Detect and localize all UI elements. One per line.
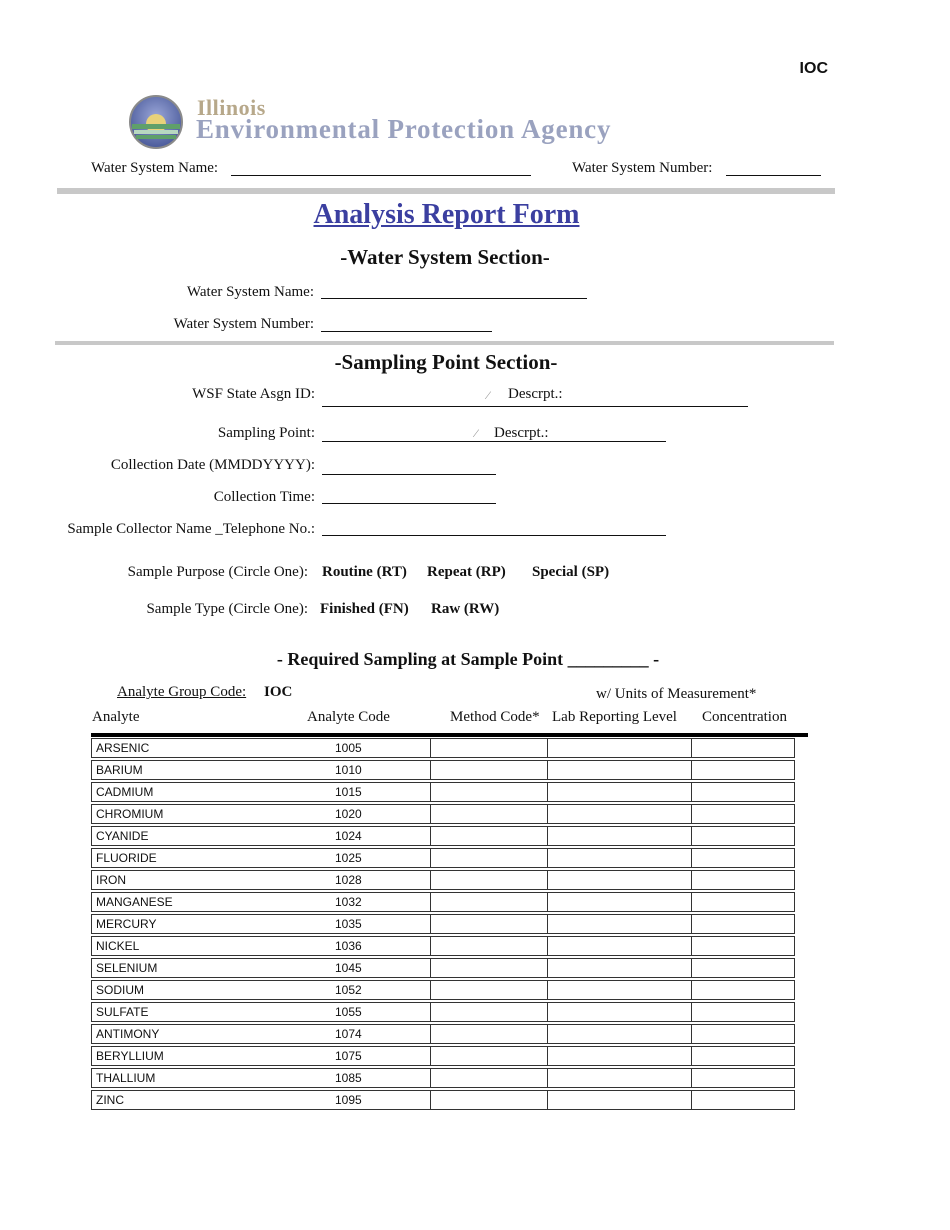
analyte-code: 1074 [335,1027,362,1041]
table-row [91,1024,795,1044]
table-header-rule [91,733,808,737]
table-row [91,848,795,868]
water-system-section-heading: -Water System Section- [340,245,550,269]
analyte-name: FLUORIDE [96,851,157,865]
sample-type-label: Sample Type (Circle One): [146,601,308,617]
method-code-cell[interactable] [431,915,546,933]
lab-reporting-level-cell[interactable] [548,937,690,955]
collector-field[interactable] [322,535,666,536]
analyte-code: 1052 [335,983,362,997]
method-code-cell[interactable] [431,783,546,801]
analyte-code: 1025 [335,851,362,865]
table-row [91,980,795,1000]
lab-reporting-level-cell[interactable] [548,893,690,911]
water-system-number-label: Water System Number: [173,316,314,332]
table-row [91,914,795,934]
analyte-name: CHROMIUM [96,807,164,821]
analyte-code: 1015 [335,785,362,799]
top-water-system-name-label: Water System Name: [91,160,219,176]
method-code-cell[interactable] [431,849,546,867]
lab-reporting-level-cell[interactable] [548,739,690,757]
lab-reporting-level-cell[interactable] [548,827,690,845]
table-row [91,892,795,912]
type-finished-option[interactable]: Finished (FN) [320,601,409,617]
analyte-name: ARSENIC [96,741,150,755]
method-code-cell[interactable] [431,871,546,889]
analyte-name: BERYLLIUM [96,1049,164,1063]
wsf-state-id-field[interactable] [322,406,748,407]
lab-reporting-level-cell[interactable] [548,783,690,801]
table-row [91,958,795,978]
lab-reporting-level-cell[interactable] [548,1069,690,1087]
header-analyte-code: Analyte Code [307,709,390,725]
wsf-state-id-label: WSF State Asgn ID: [192,386,315,402]
concentration-cell[interactable] [692,915,793,933]
purpose-routine-option[interactable]: Routine (RT) [322,564,407,580]
concentration-cell[interactable] [692,937,793,955]
lab-reporting-level-cell[interactable] [548,849,690,867]
analyte-group-code-value: IOC [264,684,293,700]
top-water-system-number-field[interactable] [726,175,821,176]
section-divider [55,341,834,345]
concentration-cell[interactable] [692,783,793,801]
analyte-name: SELENIUM [96,961,158,975]
water-system-number-field[interactable] [321,331,492,332]
method-code-cell[interactable] [431,827,546,845]
method-code-cell[interactable] [431,1069,546,1087]
analyte-code: 1024 [335,829,362,843]
analyte-name: BARIUM [96,763,143,777]
method-code-cell[interactable] [431,981,546,999]
concentration-cell[interactable] [692,959,793,977]
analyte-code: 1085 [335,1071,362,1085]
analyte-code: 1010 [335,763,362,777]
concentration-cell[interactable] [692,761,793,779]
concentration-cell[interactable] [692,1025,793,1043]
method-code-cell[interactable] [431,761,546,779]
logo-line1: Illinois [197,95,266,120]
analyte-name: SULFATE [96,1005,149,1019]
table-row [91,738,795,758]
concentration-cell[interactable] [692,739,793,757]
analyte-code: 1028 [335,873,362,887]
table-row [91,1068,795,1088]
table-row [91,936,795,956]
concentration-cell[interactable] [692,1091,793,1109]
concentration-cell[interactable] [692,981,793,999]
method-code-cell[interactable] [431,1091,546,1109]
method-code-cell[interactable] [431,893,546,911]
required-sampling-heading: - Required Sampling at Sample Point _________ - [276,649,660,669]
lab-reporting-level-cell[interactable] [548,1025,690,1043]
method-code-cell[interactable] [431,1025,546,1043]
concentration-cell[interactable] [692,1069,793,1087]
collector-label: Sample Collector Name _Telephone No.: [67,521,315,537]
lab-reporting-level-cell[interactable] [548,981,690,999]
header-analyte: Analyte [92,709,140,725]
lab-reporting-level-cell[interactable] [548,761,690,779]
sampling-point-section-heading: -Sampling Point Section- [334,350,558,374]
concentration-cell[interactable] [692,1047,793,1065]
purpose-special-option[interactable]: Special (SP) [532,564,610,580]
analyte-group-code-label: Analyte Group Code: [117,684,247,700]
epa-logo-icon [128,94,184,150]
collection-date-field[interactable] [322,474,496,475]
wsf-description-label: Descrpt.: [508,386,563,402]
table-row [91,1090,795,1110]
concentration-cell[interactable] [692,805,793,823]
collection-time-field[interactable] [322,503,496,504]
analyte-code: 1035 [335,917,362,931]
analyte-code: 1036 [335,939,362,953]
table-row [91,760,795,780]
lab-reporting-level-cell[interactable] [548,871,690,889]
analyte-code: 1020 [335,807,362,821]
table-row [91,826,795,846]
form-code: IOC [799,60,828,77]
lab-reporting-level-cell[interactable] [548,915,690,933]
method-code-cell[interactable] [431,739,546,757]
analyte-name: CYANIDE [96,829,149,843]
method-code-cell[interactable] [431,805,546,823]
top-water-system-name-field[interactable] [231,175,531,176]
header-method-code: Method Code* [450,709,540,725]
header-concentration: Concentration [702,709,787,725]
analyte-code: 1075 [335,1049,362,1063]
slash-mark-icon: ⁄ [487,388,490,402]
table-row [91,804,795,824]
lab-reporting-level-cell[interactable] [548,1091,690,1109]
header-divider [57,188,835,194]
water-system-name-field[interactable] [321,298,587,299]
page-title: Analysis Report Form [313,199,580,230]
analyte-name: MANGANESE [96,895,173,909]
logo-line2: Environmental Protection Agency [196,114,612,144]
sampling-point-description-label: Descrpt.: [494,425,549,441]
analyte-code: 1005 [335,741,362,755]
lab-reporting-level-cell[interactable] [548,805,690,823]
analyte-code: 1032 [335,895,362,909]
lab-reporting-level-cell[interactable] [548,1003,690,1021]
collection-time-label: Collection Time: [213,489,315,505]
analyte-name: IRON [96,873,126,887]
concentration-cell[interactable] [692,827,793,845]
analyte-table [91,738,795,1112]
method-code-cell[interactable] [431,959,546,977]
header-lab-reporting-level: Lab Reporting Level [552,709,677,725]
method-code-cell[interactable] [431,1003,546,1021]
table-row [91,870,795,890]
top-water-system-number-label: Water System Number: [572,160,713,176]
concentration-cell[interactable] [692,849,793,867]
analyte-name: ANTIMONY [96,1027,160,1041]
water-system-name-label: Water System Name: [186,284,314,300]
lab-reporting-level-cell[interactable] [548,959,690,977]
analyte-code: 1045 [335,961,362,975]
slash-mark-icon-2: ⁄ [475,426,478,440]
analyte-name: MERCURY [96,917,157,931]
concentration-cell[interactable] [692,893,793,911]
concentration-cell[interactable] [692,1003,793,1021]
analyte-name: NICKEL [96,939,140,953]
analyte-code: 1095 [335,1093,362,1107]
table-row [91,1002,795,1022]
table-row [91,782,795,802]
analyte-code: 1055 [335,1005,362,1019]
table-row [91,1046,795,1066]
analyte-name: ZINC [96,1093,124,1107]
concentration-cell[interactable] [692,871,793,889]
analyte-name: CADMIUM [96,785,154,799]
collection-date-label: Collection Date (MMDDYYYY): [110,457,315,473]
type-raw-option[interactable]: Raw (RW) [431,601,500,617]
method-code-cell[interactable] [431,1047,546,1065]
analyte-name: SODIUM [96,983,144,997]
analyte-name: THALLIUM [96,1071,156,1085]
sample-purpose-label: Sample Purpose (Circle One): [127,564,308,580]
lab-reporting-level-cell[interactable] [548,1047,690,1065]
method-code-cell[interactable] [431,937,546,955]
units-note: w/ Units of Measurement* [596,686,757,702]
purpose-repeat-option[interactable]: Repeat (RP) [427,564,506,580]
sampling-point-label: Sampling Point: [217,425,315,441]
